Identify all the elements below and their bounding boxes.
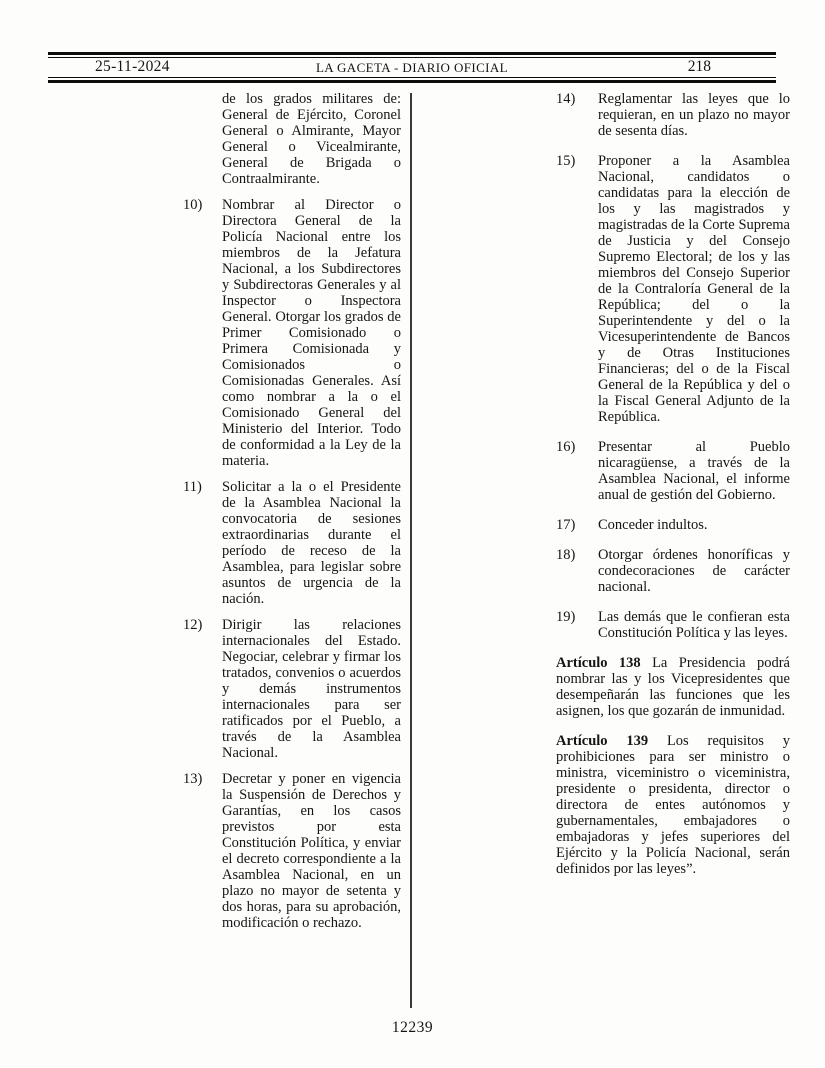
article-text: La Presidencia podrá nombrar las y los Vicepresidentes que desempeñarán las funciones que les asignen, los que gozarán de inmunidad. <box>556 655 790 719</box>
item-text: Las demás que le confieran esta Constitución Política y las leyes. <box>598 609 790 641</box>
article-138 <box>556 655 790 719</box>
list-item-16 <box>556 439 790 503</box>
item-text: Dirigir las relaciones internacionales del Estado. Negociar, celebrar y firmar los tratados, convenios o acuerdos y demás instrumentos internacionales para ser ratificados por el Pueblo, a través de la Asamblea Nacional. <box>222 617 401 761</box>
left-column <box>183 91 401 941</box>
item-text: Proponer a la Asamblea Nacional, candidatos o candidatas para la elección de los y las magistrados y magistradas de la Corte Suprema de Justicia y del Consejo Supremo Electoral; de los y las miembros del Consejo Superior de la Contraloría General de la República; del o la Superintendente y del o la Vicesuperintendente de Bancos y de Otras Instituciones Financieras; del o de la Fiscal General de la República y del o la Fiscal General Adjunto de la República. <box>598 153 790 425</box>
list-item-12 <box>183 617 401 761</box>
right-column <box>556 91 790 891</box>
item-text: Decretar y poner en vigencia la Suspensión de Derechos y Garantías, en los casos previstos por esta Constitución Política, y enviar el decreto correspondiente a la Asamblea Nacional, en un plazo no mayor de setenta y dos horas, para su aprobación, modificación o rechazo. <box>222 771 401 931</box>
item-text: Reglamentar las leyes que lo requieran, en un plazo no mayor de sesenta días. <box>598 91 790 139</box>
list-item-14 <box>556 91 790 139</box>
header-bottom-thin-rule <box>48 77 776 78</box>
header-title: LA GACETA - DIARIO OFICIAL <box>315 60 509 75</box>
header-top-thick-rule <box>48 52 776 55</box>
item-number: 10) <box>183 197 203 213</box>
article-label: Artículo 138 <box>556 655 641 671</box>
list-item-11 <box>183 479 401 607</box>
item-number: 18) <box>556 547 576 563</box>
list-item-17 <box>556 517 790 533</box>
item-text: Otorgar órdenes honoríficas y condecoraciones de carácter nacional. <box>598 547 790 595</box>
continuation-paragraph: de los grados militares de: General de Ejército, Coronel General o Almirante, Mayor General o Vicealmirante, General de Brigada o Contraalmirante. <box>222 91 401 187</box>
item-number: 14) <box>556 91 576 107</box>
article-text: Los requisitos y prohibiciones para ser ministro o ministra, viceministro o viceministra, presidente o presidenta, director o directora de entes autónomos y gubernamentales, embajadores o embajadoras y jefes superiores del Ejército y la Policía Nacional, serán definidos por las leyes”. <box>556 733 790 877</box>
item-number: 11) <box>183 479 202 495</box>
item-text: Solicitar a la o el Presidente de la Asamblea Nacional la convocatoria de sesiones extraordinarias durante el período de receso de la Asamblea, para legislar sobre asuntos de urgencia de la nación. <box>222 479 401 607</box>
list-item-10 <box>183 197 401 469</box>
list-item-18 <box>556 547 790 595</box>
item-number: 15) <box>556 153 576 169</box>
footer-code: 12239 <box>391 1019 434 1036</box>
item-text: Presentar al Pueblo nicaragüense, a través de la Asamblea Nacional, el informe anual de gestión del Gobierno. <box>598 439 790 503</box>
article-label: Artículo 139 <box>556 733 649 749</box>
item-number: 19) <box>556 609 576 625</box>
item-number: 12) <box>183 617 203 633</box>
article-139 <box>556 733 790 877</box>
header-page-number: 218 <box>687 58 711 75</box>
item-number: 13) <box>183 771 203 787</box>
list-item-13 <box>183 771 401 931</box>
list-item-19 <box>556 609 790 641</box>
column-divider <box>410 93 412 1008</box>
header-date: 25-11-2024 <box>95 58 170 75</box>
header-bottom-thick-rule <box>48 80 776 83</box>
item-text: Nombrar al Director o Directora General de la Policía Nacional entre los miembros de la Jefatura Nacional, a los Subdirectores y Subdirectoras Generales y al Inspector o Inspectora General. Otorgar los grados de Primer Comisionado o Primera Comisionada y Comisionados o Comisionadas Generales. Así como nombrar a la o el Comisionado General del Ministerio del Interior. Todo de conformidad a la Ley de la materia. <box>222 197 401 469</box>
list-item-15 <box>556 153 790 425</box>
item-number: 17) <box>556 517 576 533</box>
item-text: Conceder indultos. <box>598 517 708 533</box>
item-number: 16) <box>556 439 576 455</box>
masthead <box>48 57 776 77</box>
